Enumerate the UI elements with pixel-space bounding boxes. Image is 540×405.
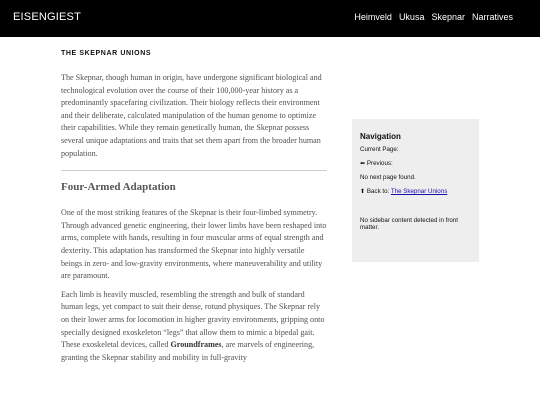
next-page-label: No next page found. [360,174,416,181]
sidebar-title: Navigation [360,132,401,141]
section-title: THE SKEPNAR UNIONS [61,50,152,57]
section-divider [61,170,327,171]
paragraph-text: , are marvels of engineering, granting the Skepnar stability and mobility in full-gravity [61,340,315,362]
navigation-sidebar [352,119,479,262]
back-to-row [360,188,471,196]
back-to-link[interactable]: The Skepnar Unions [390,188,448,195]
main-nav [354,12,513,22]
current-page-label: Current Page: [360,146,399,153]
site-brand[interactable]: EISENGIEST [13,11,82,23]
nav-link-narratives[interactable]: Narratives [471,12,513,22]
sidebar-note: No sidebar content detected in front matter. [360,217,459,232]
paragraph-text: Each limb is heavily muscled, resembling the strength and bulk of standard human legs, yet compact to suit their dense, rotund physiques. The Skepnar rely on their lower arms for locomotion in higher gravity environments, gripping onto specially designed exoskeleton “legs” that allow them to mimic a bipedal gait. These exoskeletal devices, called [61,289,325,350]
top-bar [0,0,540,37]
article-content [61,37,327,364]
groundframes-term: Groundframes [170,340,222,350]
section-heading: Four-Armed Adaptation [61,181,176,194]
nav-link-ukusa[interactable]: Ukusa [398,12,425,22]
back-to-label: ⬆ Back to: [360,188,391,195]
previous-page-label: ⬅ Previous: [360,160,393,167]
body-paragraph-2 [61,289,327,365]
nav-link-skepnar[interactable]: Skepnar [431,12,465,22]
nav-link-heimveld[interactable]: Heimveld [354,12,392,22]
intro-paragraph: The Skepnar, though human in origin, have undergone significant biological and technological evolution over the course of their 100,000-year history as a predominantly spacefaring civilization. Their biology reflects their environment and their deliberate, calculated manipulation of the human genome to optimize their capabilities. While they remain genetically human, the Skepnar possess several unique adaptations and traits that set them apart from the broader human population. [61,73,322,158]
body-paragraph-1: One of the most striking features of the Skepnar is their four-limbed symmetry. Through advanced genetic engineering, their lower limbs have been reshaped into arms, complete with hands, resulting in four muscular arms of equal strength and dexterity. This adaptation has transformed the Skepnar into highly versatile beings in zero- and low-gravity environments, where maneuverability and utility are paramount. [61,208,327,281]
